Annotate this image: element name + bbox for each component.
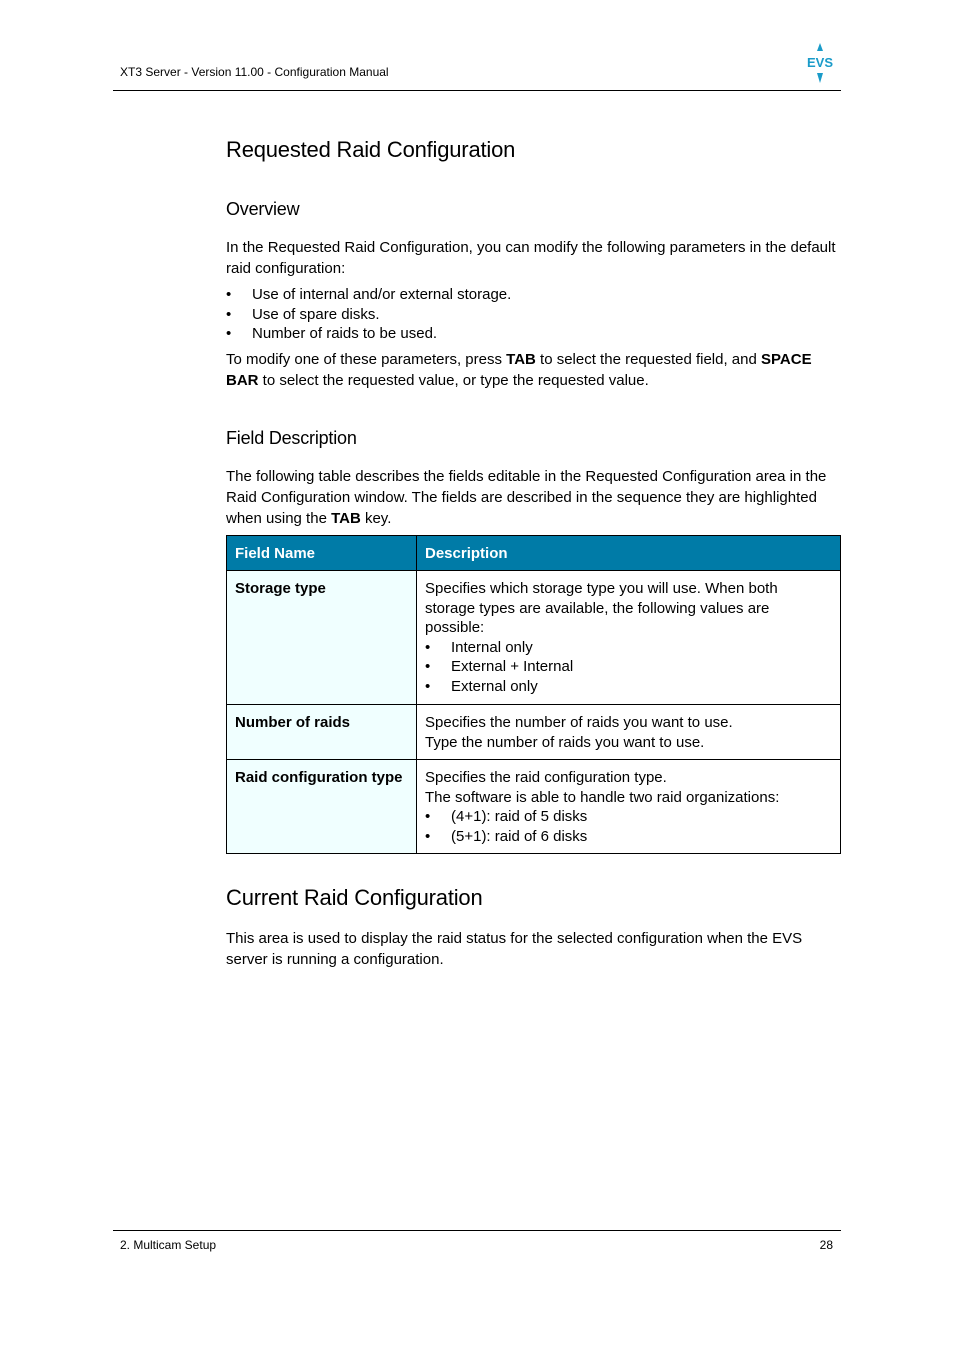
field-table [226,535,841,854]
current-config-text: This area is used to display the raid status for the selected configuration when the EVS server is running a configuration. [226,930,803,968]
overview-heading: Overview [226,199,300,219]
section-title-current: Current Raid Configuration [226,885,483,910]
modify-instructions: To modify one of these parameters, press TAB to select the requested field, and SPACE BAR to select the requested value, or type the requested value. [226,351,812,389]
logo-text: EVS [806,55,834,70]
overview-intro: In the Requested Raid Configuration, you can modify the following parameters in the default raid configuration: [226,239,836,277]
list-item: • (4+1): raid of 5 disks [425,807,832,827]
column-header-description: Description [417,536,841,571]
list-item: • External + Internal [425,657,832,677]
evs-logo [804,43,836,83]
page-number: 28 [819,1238,833,1252]
field-description-intro: The following table describes the fields editable in the Requested Configuration area in the Raid Configuration window. The fields are described in the sequence they are highlighted when using the TAB key. [226,468,827,527]
header-divider [113,90,841,91]
section-title-requested: Requested Raid Configuration [226,137,516,162]
table-row [227,760,841,854]
column-header-field-name: Field Name [227,536,417,571]
key-tab: TAB [506,351,536,368]
overview-bullets [226,285,511,344]
footer-chapter: 2. Multicam Setup [120,1238,217,1252]
description-cell: Specifies which storage type you will use. When both storage types are available, the following values are possible: • Internal only • External + Internal • External only [417,571,841,705]
table-row [227,571,841,705]
list-item: • Internal only [425,638,832,658]
list-item: • External only [425,677,832,697]
description-cell: Specifies the number of raids you want to use. Type the number of raids you want to use. [417,705,841,760]
description-cell: Specifies the raid configuration type. The software is able to handle two raid organizations: • (4+1): raid of 5 disks • (5+1): raid of 6 disks [417,760,841,854]
key-tab: TAB [331,510,361,527]
list-item: • Number of raids to be used. [226,324,511,344]
field-name-cell: Storage type [227,571,417,705]
list-item: • (5+1): raid of 6 disks [425,827,832,847]
table-row [227,705,841,760]
footer-divider [113,1230,841,1231]
header-title: XT3 Server - Version 11.00 - Configuration Manual [120,65,389,79]
field-description-heading: Field Description [226,428,357,448]
field-name-cell: Raid configuration type [227,760,417,854]
key-space-bar: SPACE BAR [226,351,812,389]
list-item: • Use of spare disks. [226,305,511,325]
field-name-cell: Number of raids [227,705,417,760]
list-item: • Use of internal and/or external storage. [226,285,511,305]
